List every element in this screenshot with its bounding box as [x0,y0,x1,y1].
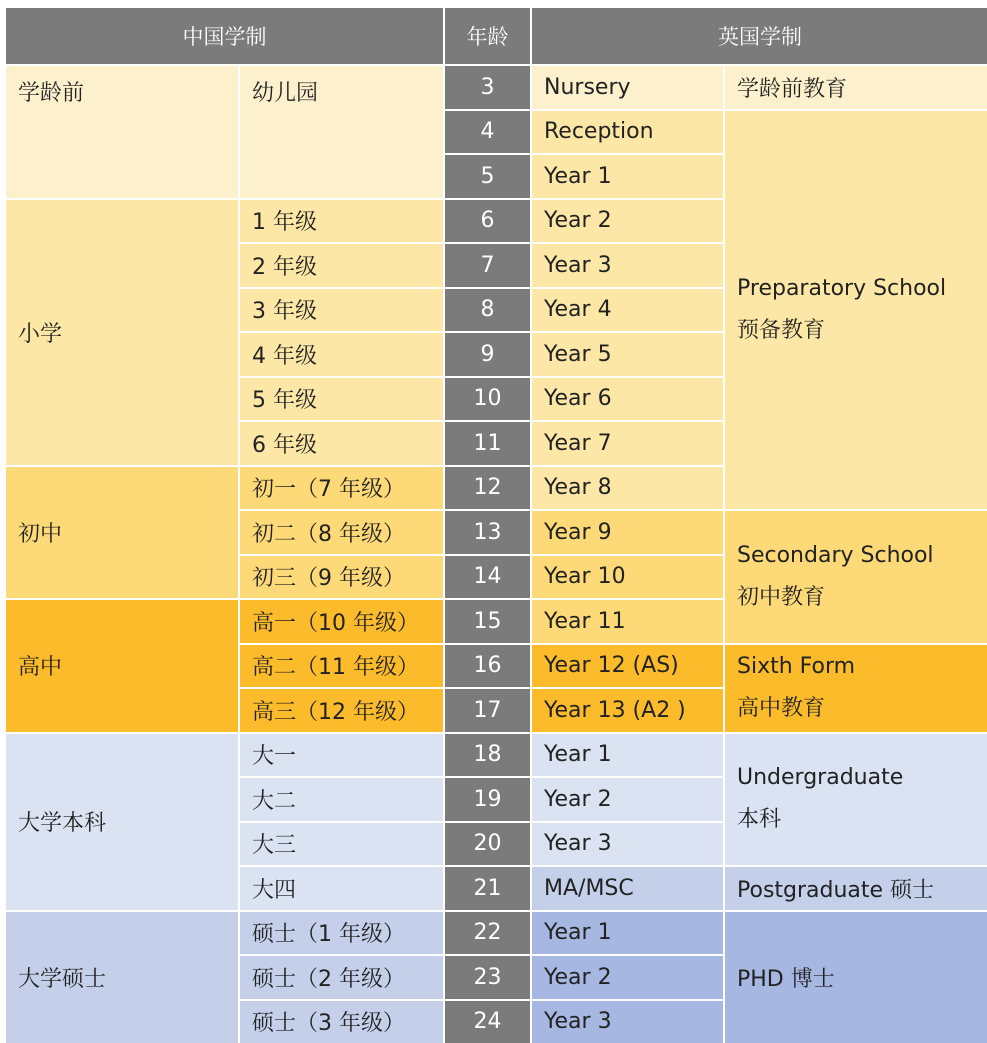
grade-cell: 高一（10 年级） [240,600,443,643]
age-cell: 15 [445,600,530,643]
uk-year-cell: Year 2 [532,956,723,999]
age-cell: 11 [445,422,530,465]
grade-cell: 高三（12 年级） [240,689,443,732]
uk-stage-postgrad: Postgraduate 硕士 [725,867,987,910]
uk-stage-undergrad-cn: 本科 [737,799,781,841]
uk-year-cell: Year 8 [532,467,723,510]
uk-year-cell: Year 3 [532,244,723,287]
uk-stage-undergrad [725,734,987,866]
stage-junior: 初中 [6,467,238,599]
grade-cell: 2 年级 [240,244,443,287]
uk-stage-sixth-cn: 高中教育 [737,688,825,730]
uk-year-cell: Year 1 [532,912,723,955]
uk-year-cell: Year 7 [532,422,723,465]
age-cell: 6 [445,200,530,243]
uk-year-cell: Year 2 [532,778,723,821]
uk-stage-secondary-en: Secondary School [737,535,934,577]
header-age: 年龄 [445,8,530,64]
grade-cell: 大二 [240,778,443,821]
age-cell: 8 [445,289,530,332]
uk-year-cell: Reception [532,111,723,154]
stage-senior: 高中 [6,600,238,732]
grade-cell: 大四 [240,867,443,910]
grade-cell: 初三（9 年级） [240,556,443,599]
header-uk: 英国学制 [532,8,987,64]
grade-cell: 硕士（2 年级） [240,956,443,999]
uk-year-cell: Year 11 [532,600,723,643]
uk-stage-sixth-en: Sixth Form [737,646,855,688]
grade-cell: 1 年级 [240,200,443,243]
header-china: 中国学制 [6,8,443,64]
grade-cell: 初一（7 年级） [240,467,443,510]
stage-preschool: 学龄前 [6,66,238,198]
stage-masters: 大学硕士 [6,912,238,1043]
grade-cell: 初二（8 年级） [240,511,443,554]
uk-year-cell: Year 3 [532,823,723,866]
age-cell: 23 [445,956,530,999]
stage-undergrad: 大学本科 [6,734,238,910]
uk-year-cell: Year 1 [532,155,723,198]
uk-year-cell: Nursery [532,66,723,109]
age-cell: 7 [445,244,530,287]
uk-stage-phd: PHD 博士 [725,912,987,1043]
age-cell: 20 [445,823,530,866]
grade-cell: 硕士（1 年级） [240,912,443,955]
grade-cell: 硕士（3 年级） [240,1001,443,1043]
age-cell: 19 [445,778,530,821]
age-cell: 5 [445,155,530,198]
uk-stage-prep-cn: 预备教育 [737,310,825,352]
age-cell: 16 [445,645,530,688]
age-cell: 22 [445,912,530,955]
age-cell: 10 [445,378,530,421]
uk-stage-prep [725,111,987,510]
age-cell: 13 [445,511,530,554]
age-cell: 21 [445,867,530,910]
age-cell: 12 [445,467,530,510]
uk-year-cell: MA/MSC [532,867,723,910]
uk-year-cell: Year 12 (AS) [532,645,723,688]
uk-stage-prep-en: Preparatory School [737,268,946,310]
age-cell: 4 [445,111,530,154]
age-cell: 9 [445,333,530,376]
age-cell: 17 [445,689,530,732]
grade-cell: 3 年级 [240,289,443,332]
grade-cell: 大三 [240,823,443,866]
age-cell: 24 [445,1001,530,1043]
school-system-comparison-table [6,8,980,1000]
uk-stage-secondary [725,511,987,643]
age-cell: 18 [445,734,530,777]
uk-year-cell: Year 4 [532,289,723,332]
stage-primary: 小学 [6,200,238,465]
uk-year-cell: Year 2 [532,200,723,243]
uk-year-cell: Year 9 [532,511,723,554]
uk-year-cell: Year 1 [532,734,723,777]
grade-cell: 大一 [240,734,443,777]
grade-cell: 6 年级 [240,422,443,465]
grade-cell: 高二（11 年级） [240,645,443,688]
grade-kindergarten: 幼儿园 [240,66,443,198]
age-cell: 14 [445,556,530,599]
uk-year-cell: Year 6 [532,378,723,421]
uk-year-cell: Year 13 (A2 ) [532,689,723,732]
uk-stage-preschool: 学龄前教育 [725,66,987,109]
age-cell: 3 [445,66,530,109]
uk-year-cell: Year 3 [532,1001,723,1043]
uk-year-cell: Year 5 [532,333,723,376]
grade-cell: 5 年级 [240,378,443,421]
uk-year-cell: Year 10 [532,556,723,599]
uk-stage-sixth-form [725,645,987,732]
grade-cell: 4 年级 [240,333,443,376]
uk-stage-secondary-cn: 初中教育 [737,577,825,619]
uk-stage-undergrad-en: Undergraduate [737,757,903,799]
